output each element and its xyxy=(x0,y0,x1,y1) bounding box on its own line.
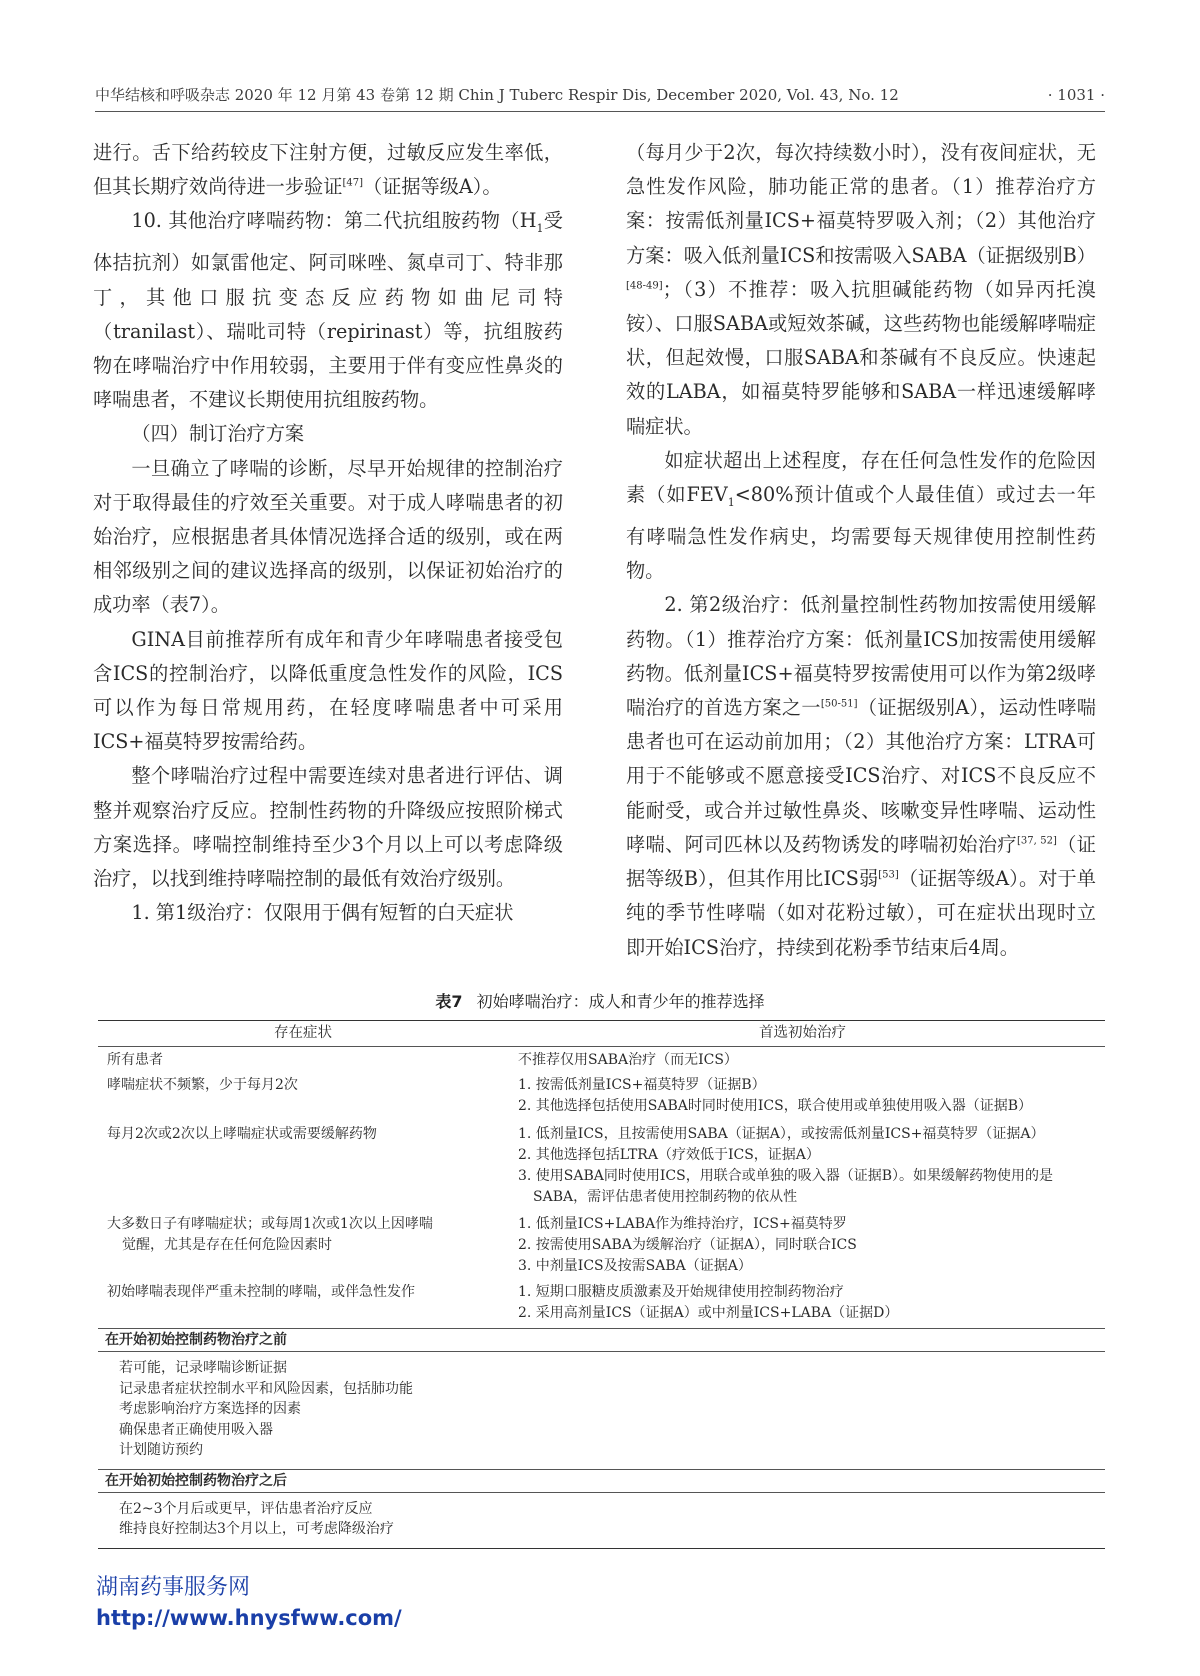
table-row xyxy=(98,1075,1105,1124)
paragraph: 10. 其他治疗哮喘药物：第二代抗组胺药物（$H_1$受体拮抗剂）如氯雷他定、阿司咪唑、氮卓司丁、特非那丁，其他口服抗变态反应药物如曲尼司特（tranilast）、瑞吡司特（repirinast）等，抗组胺药物在哮喘治疗中作用较弱，主要用于伴有变应性鼻炎的哮喘患者，不建议长期使用抗组胺药物。 xyxy=(93,209,563,412)
list-item: 考虑影响治疗方案选择的因素 xyxy=(119,1401,301,1417)
table-row xyxy=(98,1047,1105,1075)
header-divider xyxy=(95,111,1105,112)
table-header-row xyxy=(98,1021,1105,1047)
symptom-cell: 哮喘症状不频繁，少于每月2次 xyxy=(107,1077,298,1093)
watermark-site-name: 湖南药事服务网 xyxy=(96,1575,251,1600)
list-item: 维持良好控制达3个月以上，可考虑降级治疗 xyxy=(119,1521,394,1537)
section-heading: （四）制订治疗方案 xyxy=(131,422,305,446)
section-after-treatment: 在开始初始控制药物治疗之后 xyxy=(98,1469,1105,1493)
paragraph: 1. 第1级治疗：仅限用于偶有短暂的白天症状 xyxy=(131,901,514,925)
citation[interactable]: [53] xyxy=(878,869,899,881)
paragraph: （每月少于2次，每次持续数小时），没有夜间症状，无急性发作风险，肺功能正常的患者。（1）推荐治疗方案：按需低剂量ICS+福莫特罗吸入剂；（2）其他治疗方案：吸入低剂量ICS和按需吸入SABA（证据级别B）[48-49]；（3）不推荐：吸入抗胆碱能药物（如异丙托溴铵）、口服SABA或短效茶碱，这些药物也能缓解哮喘症状，但起效慢，口服SABA和茶碱有不良反应。快速起效的LABA，如福莫特罗能够和SABA一样迅速缓解哮喘症状。 xyxy=(626,141,1096,438)
table-title: 初始哮喘治疗：成人和青少年的推荐选择 xyxy=(476,992,765,1011)
citation[interactable]: [48-49] xyxy=(626,280,663,292)
paragraph: GINA目前推荐所有成年和青少年哮喘患者接受包含ICS的控制治疗，以降低重度急性发作的风险，ICS可以作为每日常规用药，在轻度哮喘患者中可采用ICS+福莫特罗按需给药。 xyxy=(93,627,563,754)
page-number: · 1031 · xyxy=(1047,86,1105,104)
before-treatment-list xyxy=(98,1352,1105,1469)
left-column xyxy=(93,136,563,931)
watermark-url-link[interactable]: http://www.hnysfww.com/ xyxy=(96,1606,402,1630)
paragraph: 一旦确立了哮喘的诊断，尽早开始规律的控制治疗对于取得最佳的疗效至关重要。对于成人哮喘患者的初始治疗，应根据患者具体情况选择合适的级别，或在两相邻级别之间的建议选择高的级别，以保证初始治疗的成功率（表7）。 xyxy=(93,456,563,617)
table-row xyxy=(98,1282,1105,1328)
table-row xyxy=(98,1214,1105,1282)
table-row xyxy=(98,1124,1105,1214)
column-header-symptoms: 存在症状 xyxy=(274,1025,332,1041)
list-item: 计划随访预约 xyxy=(119,1442,203,1458)
citation[interactable]: [37, 52] xyxy=(1016,835,1057,847)
symptom-cell: 所有患者 xyxy=(107,1052,163,1068)
section-before-treatment: 在开始初始控制药物治疗之前 xyxy=(98,1328,1105,1352)
treatment-cell: 1. 按需低剂量ICS+福莫特罗（证据B） 2. 其他选择包括使用SABA时同时使用ICS，联合使用或单独使用吸入器（证据B） xyxy=(518,1077,1033,1114)
paragraph: 2. 第2级治疗：低剂量控制性药物加按需使用缓解药物。（1）推荐治疗方案：低剂量ICS加按需使用缓解药物。低剂量ICS+福莫特罗按需使用可以作为第2级哮喘治疗的首选方案之一[50-51]（证据级别A），运动性哮喘患者也可在运动前加用；（2）其他治疗方案：LTRA可用于不能够或不愿意接受ICS治疗、对ICS不良反应不能耐受，或合并过敏性鼻炎、咳嗽变异性哮喘、运动性哮喘、阿司匹林以及药物诱发的哮喘初始治疗[37, 52]（证据等级B），但其作用比ICS弱[53]（证据等级A）。对于单纯的季节性哮喘（如对花粉过敏），可在症状出现时立即开始ICS治疗，持续到花粉季节结束后4周。 xyxy=(626,593,1096,959)
paragraph: 进行。舌下给药较皮下注射方便，过敏反应发生率低，但其长期疗效尚待进一步验证[47]（证据等级A）。 xyxy=(93,141,563,199)
treatment-cell: 不推荐仅用SABA治疗（而无ICS） xyxy=(518,1052,738,1068)
citation[interactable]: [47] xyxy=(342,177,363,189)
after-treatment-list xyxy=(98,1493,1105,1548)
journal-citation: 中华结核和呼吸杂志 2020 年 12 月第 43 卷第 12 期 Chin J Tuberc Respir Dis, December 2020, Vol. 43, No. 12 xyxy=(95,86,899,104)
citation[interactable]: [50-51] xyxy=(820,698,858,710)
paragraph: 如症状超出上述程度，存在任何急性发作的危险因素（如$FEV_1<80\%$预计值或个人最佳值）或过去一年有哮喘急性发作病史，均需要每天规律使用控制性药物。 xyxy=(626,448,1096,583)
list-item: 确保患者正确使用吸入器 xyxy=(119,1421,273,1438)
list-item: 记录患者症状控制水平和风险因素，包括肺功能 xyxy=(119,1380,413,1397)
paragraph: 整个哮喘治疗过程中需要连续对患者进行评估、调整并观察治疗反应。控制性药物的升降级应按照阶梯式方案选择。哮喘控制维持至少3个月以上可以考虑降级治疗，以找到维持哮喘控制的最低有效治疗级别。 xyxy=(93,764,563,891)
symptom-cell: 大多数日子有哮喘症状；或每周1次或1次以上因哮喘 觉醒，尤其是存在任何危险因素时 xyxy=(107,1216,433,1253)
treatment-cell: 1. 低剂量ICS+LABA作为维持治疗，ICS+福莫特罗 2. 按需使用SABA为缓解治疗（证据A），同时联合ICS 3. 中剂量ICS及按需SABA（证据A） xyxy=(518,1216,857,1274)
treatment-table xyxy=(98,1020,1105,1549)
symptom-cell: 初始哮喘表现伴严重未控制的哮喘，或伴急性发作 xyxy=(107,1284,415,1300)
list-item: 若可能，记录哮喘诊断证据 xyxy=(119,1360,287,1376)
right-column xyxy=(626,136,1096,965)
symptom-cell: 每月2次或2次以上哮喘症状或需要缓解药物 xyxy=(107,1126,377,1142)
table-caption xyxy=(0,990,1200,1014)
treatment-cell: 1. 短期口服糖皮质激素及开始规律使用控制药物治疗 2. 采用高剂量ICS（证据A）或中剂量ICS+LABA（证据D） xyxy=(518,1284,899,1321)
column-header-treatment: 首选初始治疗 xyxy=(759,1025,846,1041)
table-label: 表7 xyxy=(435,992,463,1011)
list-item: 在2~3个月后或更早，评估患者治疗反应 xyxy=(119,1500,373,1517)
running-header xyxy=(95,82,1105,108)
treatment-cell: 1. 低剂量ICS，且按需使用SABA（证据A），或按需低剂量ICS+福莫特罗（证据A） 2. 其他选择包括LTRA（疗效低于ICS，证据A） 3. 使用SABA同时使用ICS，用联合或单独的吸入器（证据B）。如果缓解药物使用的是SABA，需评估患者使用控制药物的依从性 xyxy=(518,1126,1054,1205)
website-watermark xyxy=(96,1573,402,1633)
